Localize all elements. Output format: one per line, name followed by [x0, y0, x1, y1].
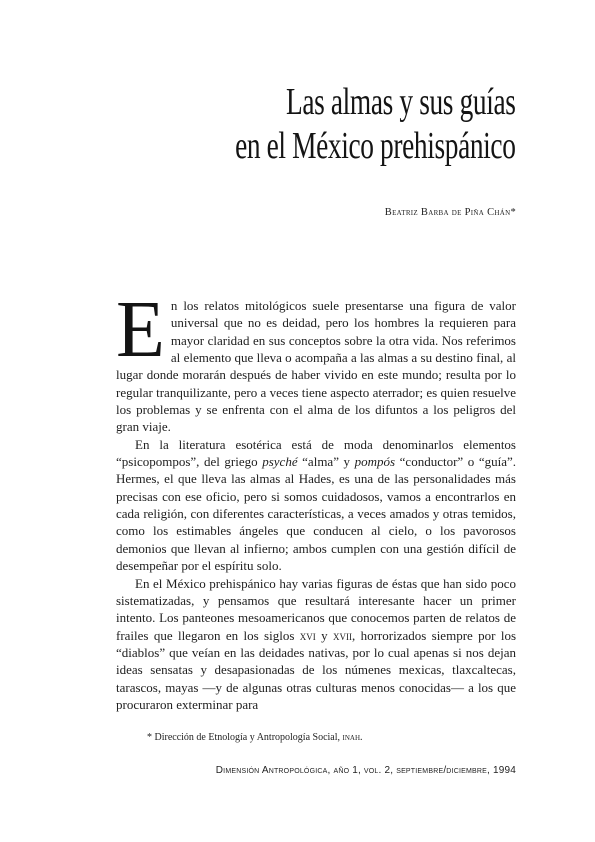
- article-body: [116, 286, 517, 713]
- paragraph-2-text-a: En la literatura esotérica está de moda denominarlos elementos “psicopompos”, del griego: [116, 436, 516, 470]
- paragraph-3-text-a: En el México prehispánico hay varias figuras de éstas que han sido poco sistematizadas, y pensamos que resultará interesante hacer un primer intento. Los panteones mesoamericanos que conocemos parten de relatos de frailes que llegaron en los siglos: [116, 575, 516, 643]
- footnote-inah: inah.: [342, 732, 363, 743]
- paragraph-2: [116, 436, 516, 575]
- article-title: [126, 80, 516, 168]
- journal-citation: Dimensión Antropológica, año 1, vol. 2, septiembre/diciembre, 1994: [215, 765, 516, 776]
- paragraph-1: [116, 286, 516, 436]
- paragraph-3-conj: y: [315, 627, 333, 643]
- term-pompos: pompós: [354, 454, 396, 470]
- paragraph-1-text: n los relatos mitológicos suele presentarse una figura de valor universal que no es deidad, pero los hombres la requieren para mayor claridad en sus conceptos sobre la otra vida. Nos referimos al elemento que lleva o acompaña a las almas a su destino final, al lugar donde morarán después de haber vivido en este mundo; resulta por lo regular tranquilizante, pero a veces tiene aspecto aterrador; es quien resuelve los problemas y se enfrenta con el alma de los difuntos a los peligros del gran viaje.: [116, 298, 516, 435]
- footnote: [147, 732, 363, 743]
- paragraph-2-text-c: “conductor” o “guía”. Hermes, el que lleva las almas al Hades, es una de las personalidades más precisas con ese oficio, pero si somos cuidadosos, vamos a encontrarlos en cada religión, con diferentes características, a veces amados y otras temidos, como los estimables ángeles que conducen al cielo, o los pavorosos demonios que llevan al infierno; ambos cumplen con una gestión difícil de desempeñar por el espíritu solo.: [116, 454, 516, 574]
- author-name: Beatriz Barba de Piña Chán*: [384, 207, 516, 218]
- paragraph-2-text-b: “alma” y: [297, 454, 355, 470]
- footnote-text: * Dirección de Etnología y Antropología Social,: [147, 732, 343, 743]
- paragraph-3-text-b: , horrorizados siempre por los “diablos” que veían en las deidades nativas, por lo cual apenas si nos dejan ideas sensatas y desapasionadas de los númenes mexicas, tlaxcaltecas, tarascos, mayas —y de algunas otras culturas menos conocidas— a los que procuraron exterminar para: [116, 627, 517, 712]
- paragraph-3: [116, 575, 516, 714]
- century-xvi: xvi: [299, 627, 316, 643]
- century-xvii: xvii: [332, 627, 352, 643]
- term-psyche: psyché: [262, 454, 298, 470]
- title-line-2: en el México prehispánico: [235, 125, 516, 167]
- drop-cap: E: [116, 286, 165, 374]
- title-line-1: Las almas y sus guías: [286, 81, 516, 123]
